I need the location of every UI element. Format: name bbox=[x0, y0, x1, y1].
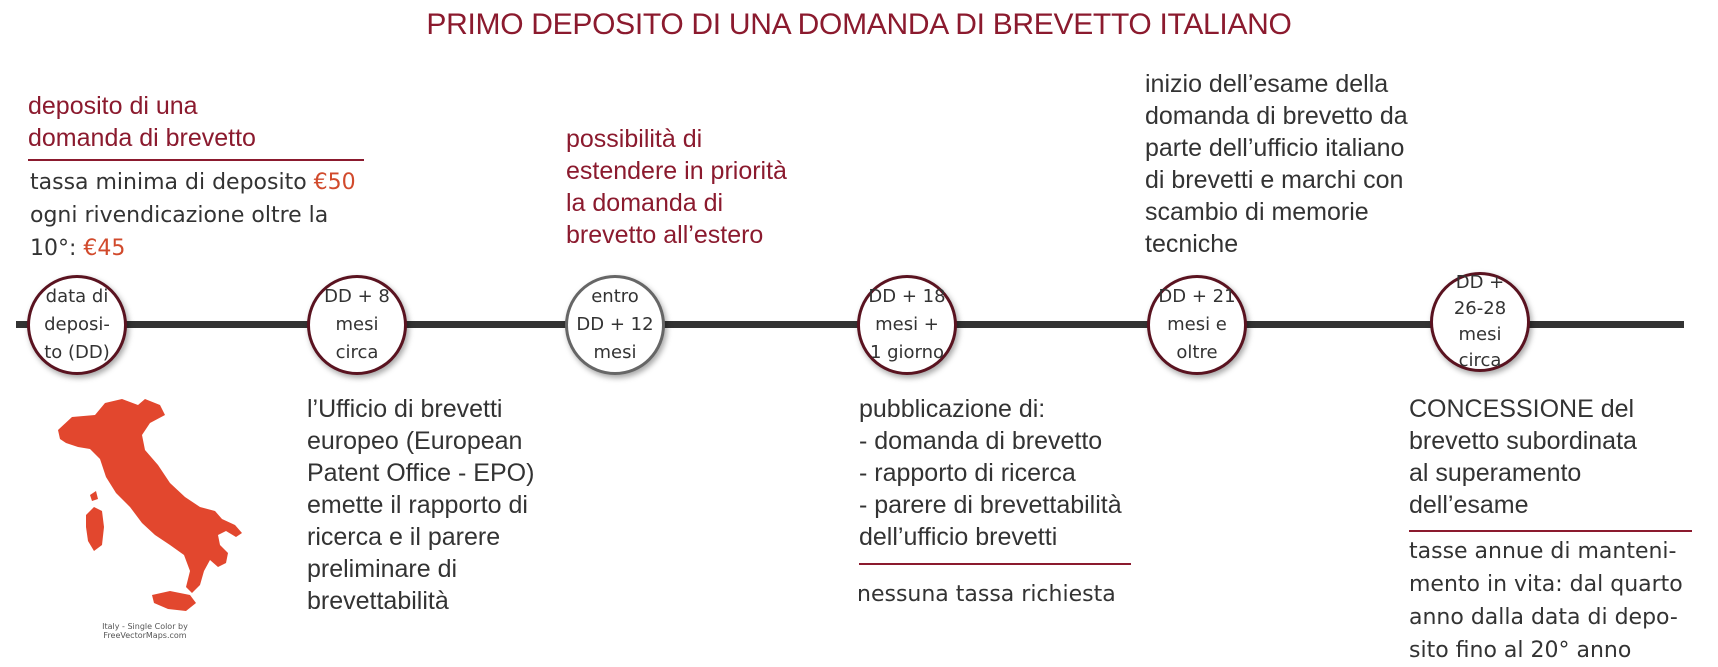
claims-value: €45 bbox=[83, 236, 126, 261]
grant-divider bbox=[1409, 530, 1692, 532]
timeline-node-dd-21 bbox=[1147, 275, 1247, 375]
publication-fee: nessuna tassa richiesta bbox=[857, 582, 1116, 607]
deposit-fees bbox=[30, 166, 356, 265]
node-label: DD + 26-28 mesi circa bbox=[1453, 272, 1507, 371]
timeline-node-dd-26-28 bbox=[1430, 272, 1530, 372]
diagram-title: PRIMO DEPOSITO DI UNA DOMANDA DI BREVETTO ITALIANO bbox=[426, 8, 1292, 41]
italy-map-icon bbox=[50, 395, 250, 625]
grant-fees: tasse annue di manteni- mento in vita: dal quarto anno dalla data di depo- sito fino al 20° anno bbox=[1409, 539, 1683, 663]
node-label: DD + 18 mesi + 1 giorno bbox=[868, 286, 946, 363]
timeline-node-dd-12 bbox=[565, 275, 665, 375]
fee-text: tassa minima di deposito bbox=[30, 170, 314, 195]
node-label: data di deposi- to (DD) bbox=[44, 286, 110, 363]
epo-description: l’Ufficio di brevetti europeo (European Patent Office - EPO) emette il rapporto di ricerca e il parere preliminare di brevettabilità bbox=[307, 395, 535, 615]
node-label: DD + 8 mesi circa bbox=[324, 286, 390, 363]
node-label: DD + 21 mesi e oltre bbox=[1158, 286, 1236, 363]
timeline-node-dd-8 bbox=[307, 275, 407, 375]
fee-value: €50 bbox=[313, 170, 356, 195]
node-label: entro DD + 12 mesi bbox=[576, 286, 654, 363]
timeline-node-dd-18 bbox=[857, 275, 957, 375]
examination-description: inizio dell’esame della domanda di brevetto da parte dell’ufficio italiano di brevetti e marchi con scambio di memorie tecniche bbox=[1145, 70, 1408, 258]
claims-text: ogni rivendicazione oltre la 10°: bbox=[30, 203, 329, 261]
publication-divider bbox=[859, 563, 1131, 565]
deposit-heading: deposito di una domanda di brevetto bbox=[28, 92, 256, 152]
grant-description: CONCESSIONE del brevetto subordinata al superamento dell’esame bbox=[1409, 395, 1637, 519]
deposit-divider bbox=[28, 159, 364, 161]
publication-description: pubblicazione di: - domanda di brevetto - rapporto di ricerca - parere di brevettabilità dell’ufficio brevetti bbox=[859, 395, 1122, 551]
timeline-node-filing-date bbox=[27, 275, 127, 375]
priority-heading: possibilità di estendere in priorità la domanda di brevetto all’estero bbox=[566, 125, 787, 249]
map-credit: Italy - Single Color by FreeVectorMaps.com bbox=[102, 622, 188, 640]
